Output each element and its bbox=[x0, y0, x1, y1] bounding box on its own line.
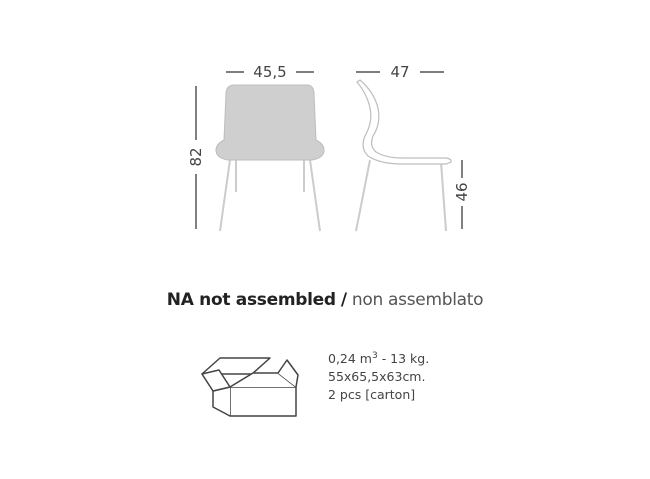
packaging-weight: - 13 kg. bbox=[377, 351, 430, 366]
packaging-quantity: 2 pcs [carton] bbox=[328, 387, 416, 402]
packaging-box-size: 55x65,5x63cm. bbox=[328, 369, 426, 384]
chair-front-view bbox=[216, 85, 324, 231]
chair-front-legs bbox=[220, 160, 320, 231]
chair-side-view bbox=[356, 80, 451, 231]
packaging-volume-exponent: 3 bbox=[371, 350, 378, 361]
packaging-info bbox=[328, 350, 429, 404]
assembly-note bbox=[0, 290, 650, 310]
width-dimension-label: 45,5 bbox=[253, 63, 287, 81]
assembly-separator: / bbox=[340, 290, 347, 310]
packaging-volume-weight bbox=[328, 350, 429, 368]
chair-side-shell bbox=[357, 80, 451, 164]
seat-height-dimension-label: 46 bbox=[453, 182, 471, 202]
depth-dimension-label: 47 bbox=[390, 63, 410, 81]
assembly-code: NA not assembled bbox=[166, 290, 336, 310]
assembly-translation: non assemblato bbox=[351, 290, 484, 310]
height-dimension-label: 82 bbox=[187, 147, 205, 167]
chair-side-legs bbox=[356, 160, 446, 231]
chair-front-shell bbox=[216, 85, 324, 160]
box-icon bbox=[202, 358, 298, 416]
packaging-volume: 0,24 m bbox=[328, 351, 372, 366]
